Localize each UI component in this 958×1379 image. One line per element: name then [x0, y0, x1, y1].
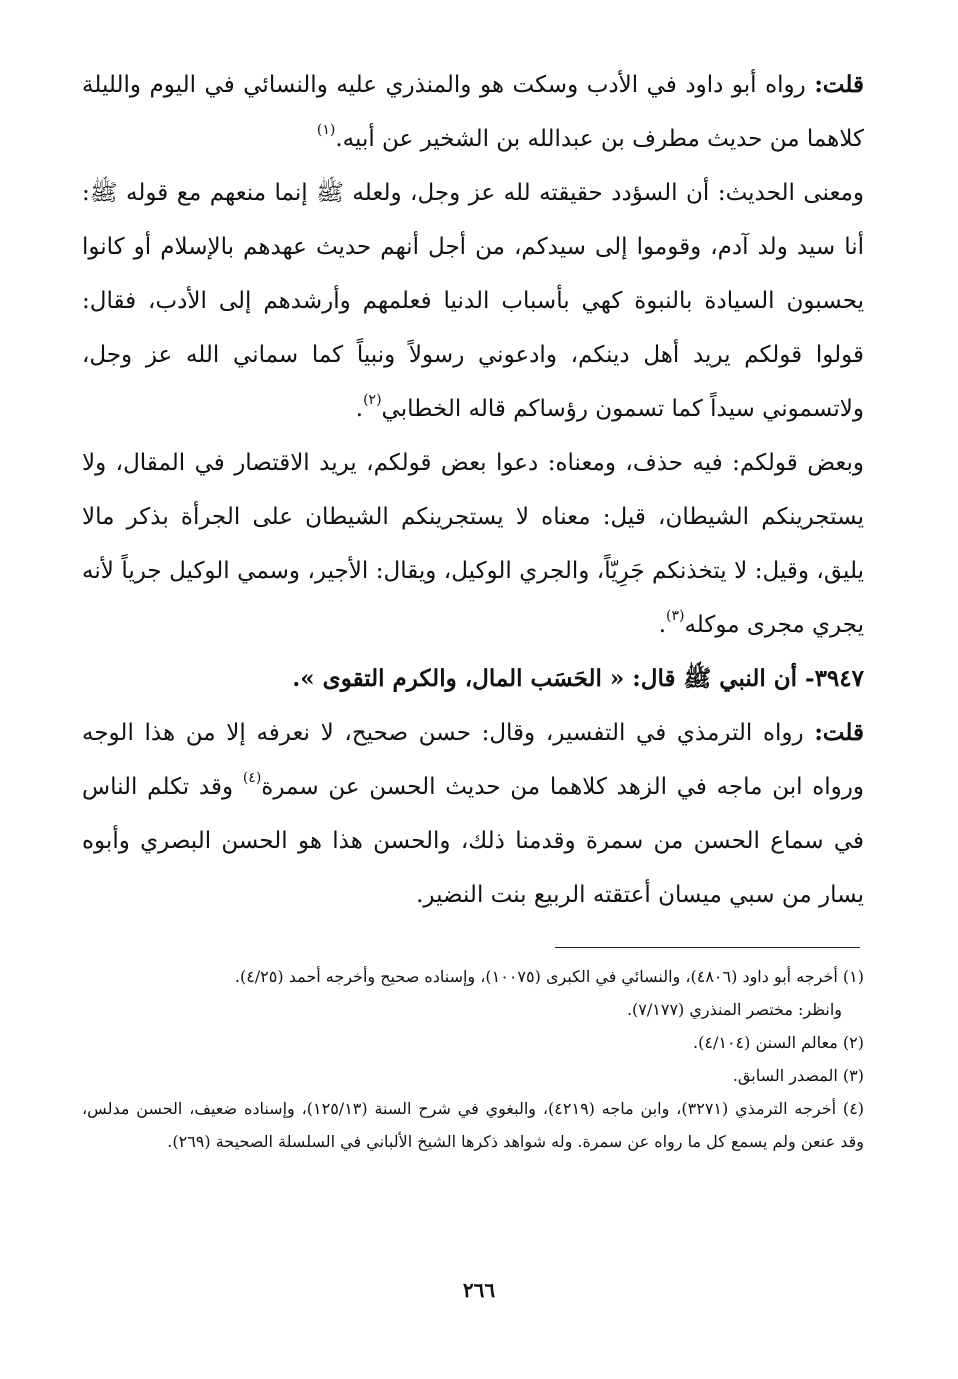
footnote-3: (٣) المصدر السابق.	[732, 1066, 864, 1085]
paragraph-4	[82, 706, 864, 922]
footnote-ref-4: (٤)	[242, 770, 262, 786]
paragraph-1-text: رواه أبو داود في الأدب وسكت هو والمنذري عليه والنسائي في اليوم والليلة كلاهما من حديث مطرف بن عبدالله بن الشخير عن أبيه.	[82, 72, 864, 152]
paragraph-4-tail: وقد تكلم الناس في سماع الحسن من سمرة وقدمنا ذلك، والحسن هذا هو الحسن البصري وأبوه يسار من سبي ميسان أعتقته الربيع بنت النضير.	[82, 774, 864, 908]
qultu-label: قلت:	[814, 719, 864, 746]
footnote-divider	[555, 947, 860, 948]
footnote-4: (٤) أخرجه الترمذي (٣٢٧١)، وابن ماجه (٤٢١٩)، والبغوي في شرح السنة (١٢٥/١٣)، وإسناده ضعيف، الحسن مدلس، وقد عنعن ولم يسمع كل ما رواه عن سمرة. وله شواهد ذكرها الشيخ الألباني في السلسلة الصحيحة (٢٦٩).	[82, 1099, 865, 1151]
footnotes	[82, 960, 864, 1158]
paragraph-2-text: ومعنى الحديث: أن السؤدد حقيقته لله عز وجل، ولعله ﷺ إنما منعهم مع قوله ﷺ: أنا سيد ولد آدم، وقوموا إلى سيدكم، من أجل أنهم حديث عهدهم بالإسلام أو كانوا يحسبون السيادة بالنبوة كهي بأسباب الدنيا فعلمهم وأرشدهم إلى الأدب، فقال: قولوا قولكم يريد أهل دينكم، وادعوني رسولاً ونبياً كما سماني الله عز وجل، ولاتسموني سيداً كما تسمون رؤساكم قاله الخطابي	[82, 180, 864, 422]
paragraph-2-tail: .	[355, 396, 364, 422]
paragraph-2	[82, 166, 864, 436]
main-text	[82, 58, 864, 922]
footnote-1-continued: وانظر: مختصر المنذري (٧/١٧٧).	[626, 1000, 842, 1019]
paragraph-3	[82, 436, 864, 652]
paragraph-4-text: رواه الترمذي في التفسير، وقال: حسن صحيح، لا نعرفه إلا من هذا الوجه ورواه ابن ماجه في الزهد كلاهما من حديث الحسن عن سمرة	[82, 720, 864, 800]
footnote-2: (٢) معالم السنن (٤/١٠٤).	[693, 1033, 864, 1052]
qultu-label: قلت:	[814, 71, 864, 98]
footnote-ref-1: (١)	[316, 122, 336, 138]
paragraph-1	[82, 58, 864, 166]
footnote-ref-2: (٢)	[363, 392, 382, 408]
page-number: ٢٦٦	[462, 1278, 496, 1302]
hadith-heading: ٣٩٤٧- أن النبي ﷺ قال: « الحَسَب المال، والكرم التقوى ».	[292, 665, 864, 692]
paragraph-3-tail: .	[658, 612, 666, 638]
footnote-1: (١) أخرجه أبو داود (٤٨٠٦)، والنسائي في الكبرى (١٠٠٧٥)، وإسناده صحيح وأخرجه أحمد (٤/٢٥).	[234, 967, 864, 986]
paragraph-3-text: وبعض قولكم: فيه حذف، ومعناه: دعوا بعض قولكم، يريد الاقتصار في المقال، ولا يستجرينكم الشيطان، قيل: معناه لا يستجرينكم الشيطان على الجرأة بذكر مالا يليق، وقيل: لا يتخذنكم جَرِيّاً، والجري الوكيل، ويقال: الأجير، وسمي الوكيل جرياً لأنه يجري مجرى موكله	[82, 450, 864, 638]
footnote-ref-3: (٣)	[666, 608, 685, 624]
